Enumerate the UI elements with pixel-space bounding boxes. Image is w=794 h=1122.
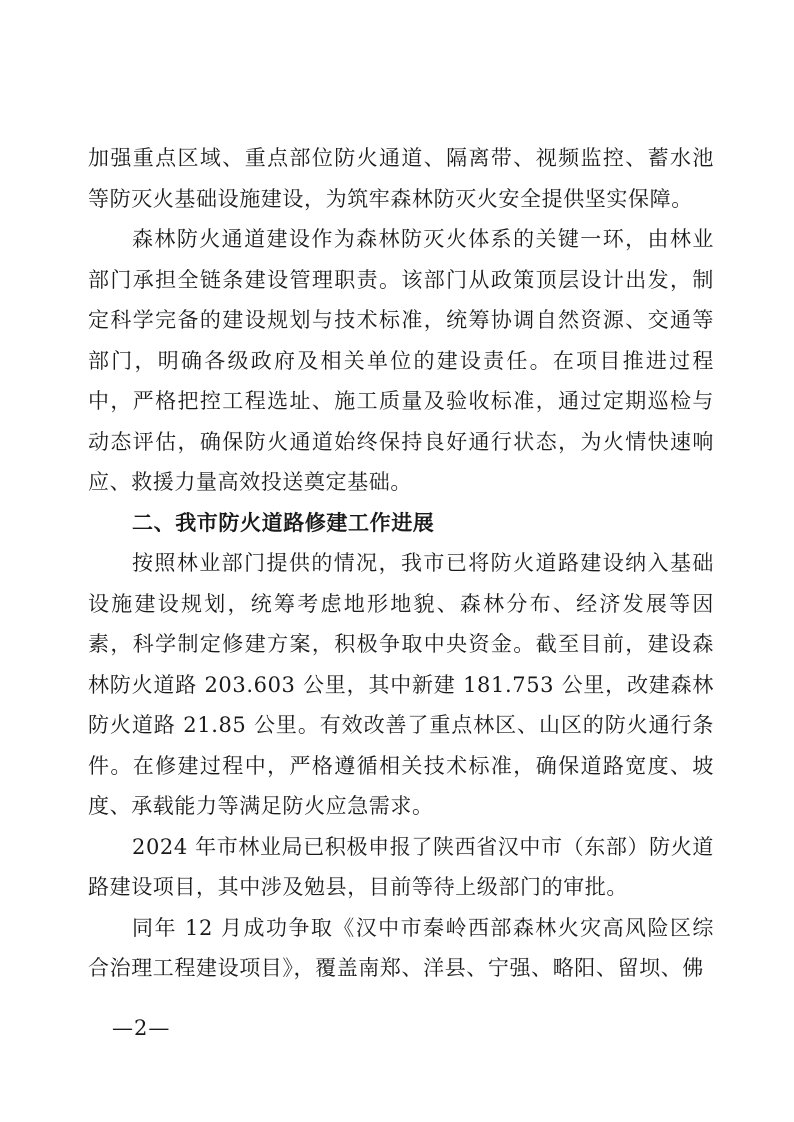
paragraph-fire-channel-responsibility: 森林防火通道建设作为森林防灭火体系的关键一环，由林业部门承担全链条建设管理职责。该部门从政策顶层设计出发，制定科学完备的建设规划与技术标准，统筹协调自然资源、交通等部门，明确各级政府及相关单位的建设责任。在项目推进过程中，严格把控工程选址、施工质量及验收标准，通过定期巡检与动态评估，确保防火通道始终保持良好通行状态，为火情快速响应、救援力量高效投送奠定基础。 (88, 227, 714, 494)
paragraph-2024-application: 2024 年市林业局已积极申报了陕西省汉中市（东部）防火道路建设项目，其中涉及勉县，目前等待上级部门的审批。 (88, 834, 714, 899)
page-number: —2— (112, 1016, 171, 1040)
paragraph-december-project: 同年 12 月成功争取《汉中市秦岭西部森林火灾高风险区综合治理工程建设项目》，覆盖南郑、洋县、宁强、略阳、留坝、佛 (88, 915, 714, 980)
section-heading: 二、我市防火道路修建工作进展 (132, 510, 435, 535)
paragraph-continuation: 加强重点区域、重点部位防火通道、隔离带、视频监控、蓄水池等防灭火基础设施建设，为筑牢森林防灭火安全提供坚实保障。 (88, 146, 714, 211)
paragraph-road-progress: 按照林业部门提供的情况，我市已将防火道路建设纳入基础设施建设规划，统筹考虑地形地貌、森林分布、经济发展等因素，科学制定修建方案，积极争取中央资金。截至目前，建设森林防火道路 203.603 公里，其中新建 181.753 公里，改建森林防火道路 21.85 公里。有效改善了重点林区、山区的防火通行条件。在修建过程中，严格遵循相关技术标准，确保道路宽度、坡度、承载能力等满足防火应急需求。 (88, 551, 714, 818)
document-body (88, 138, 714, 989)
